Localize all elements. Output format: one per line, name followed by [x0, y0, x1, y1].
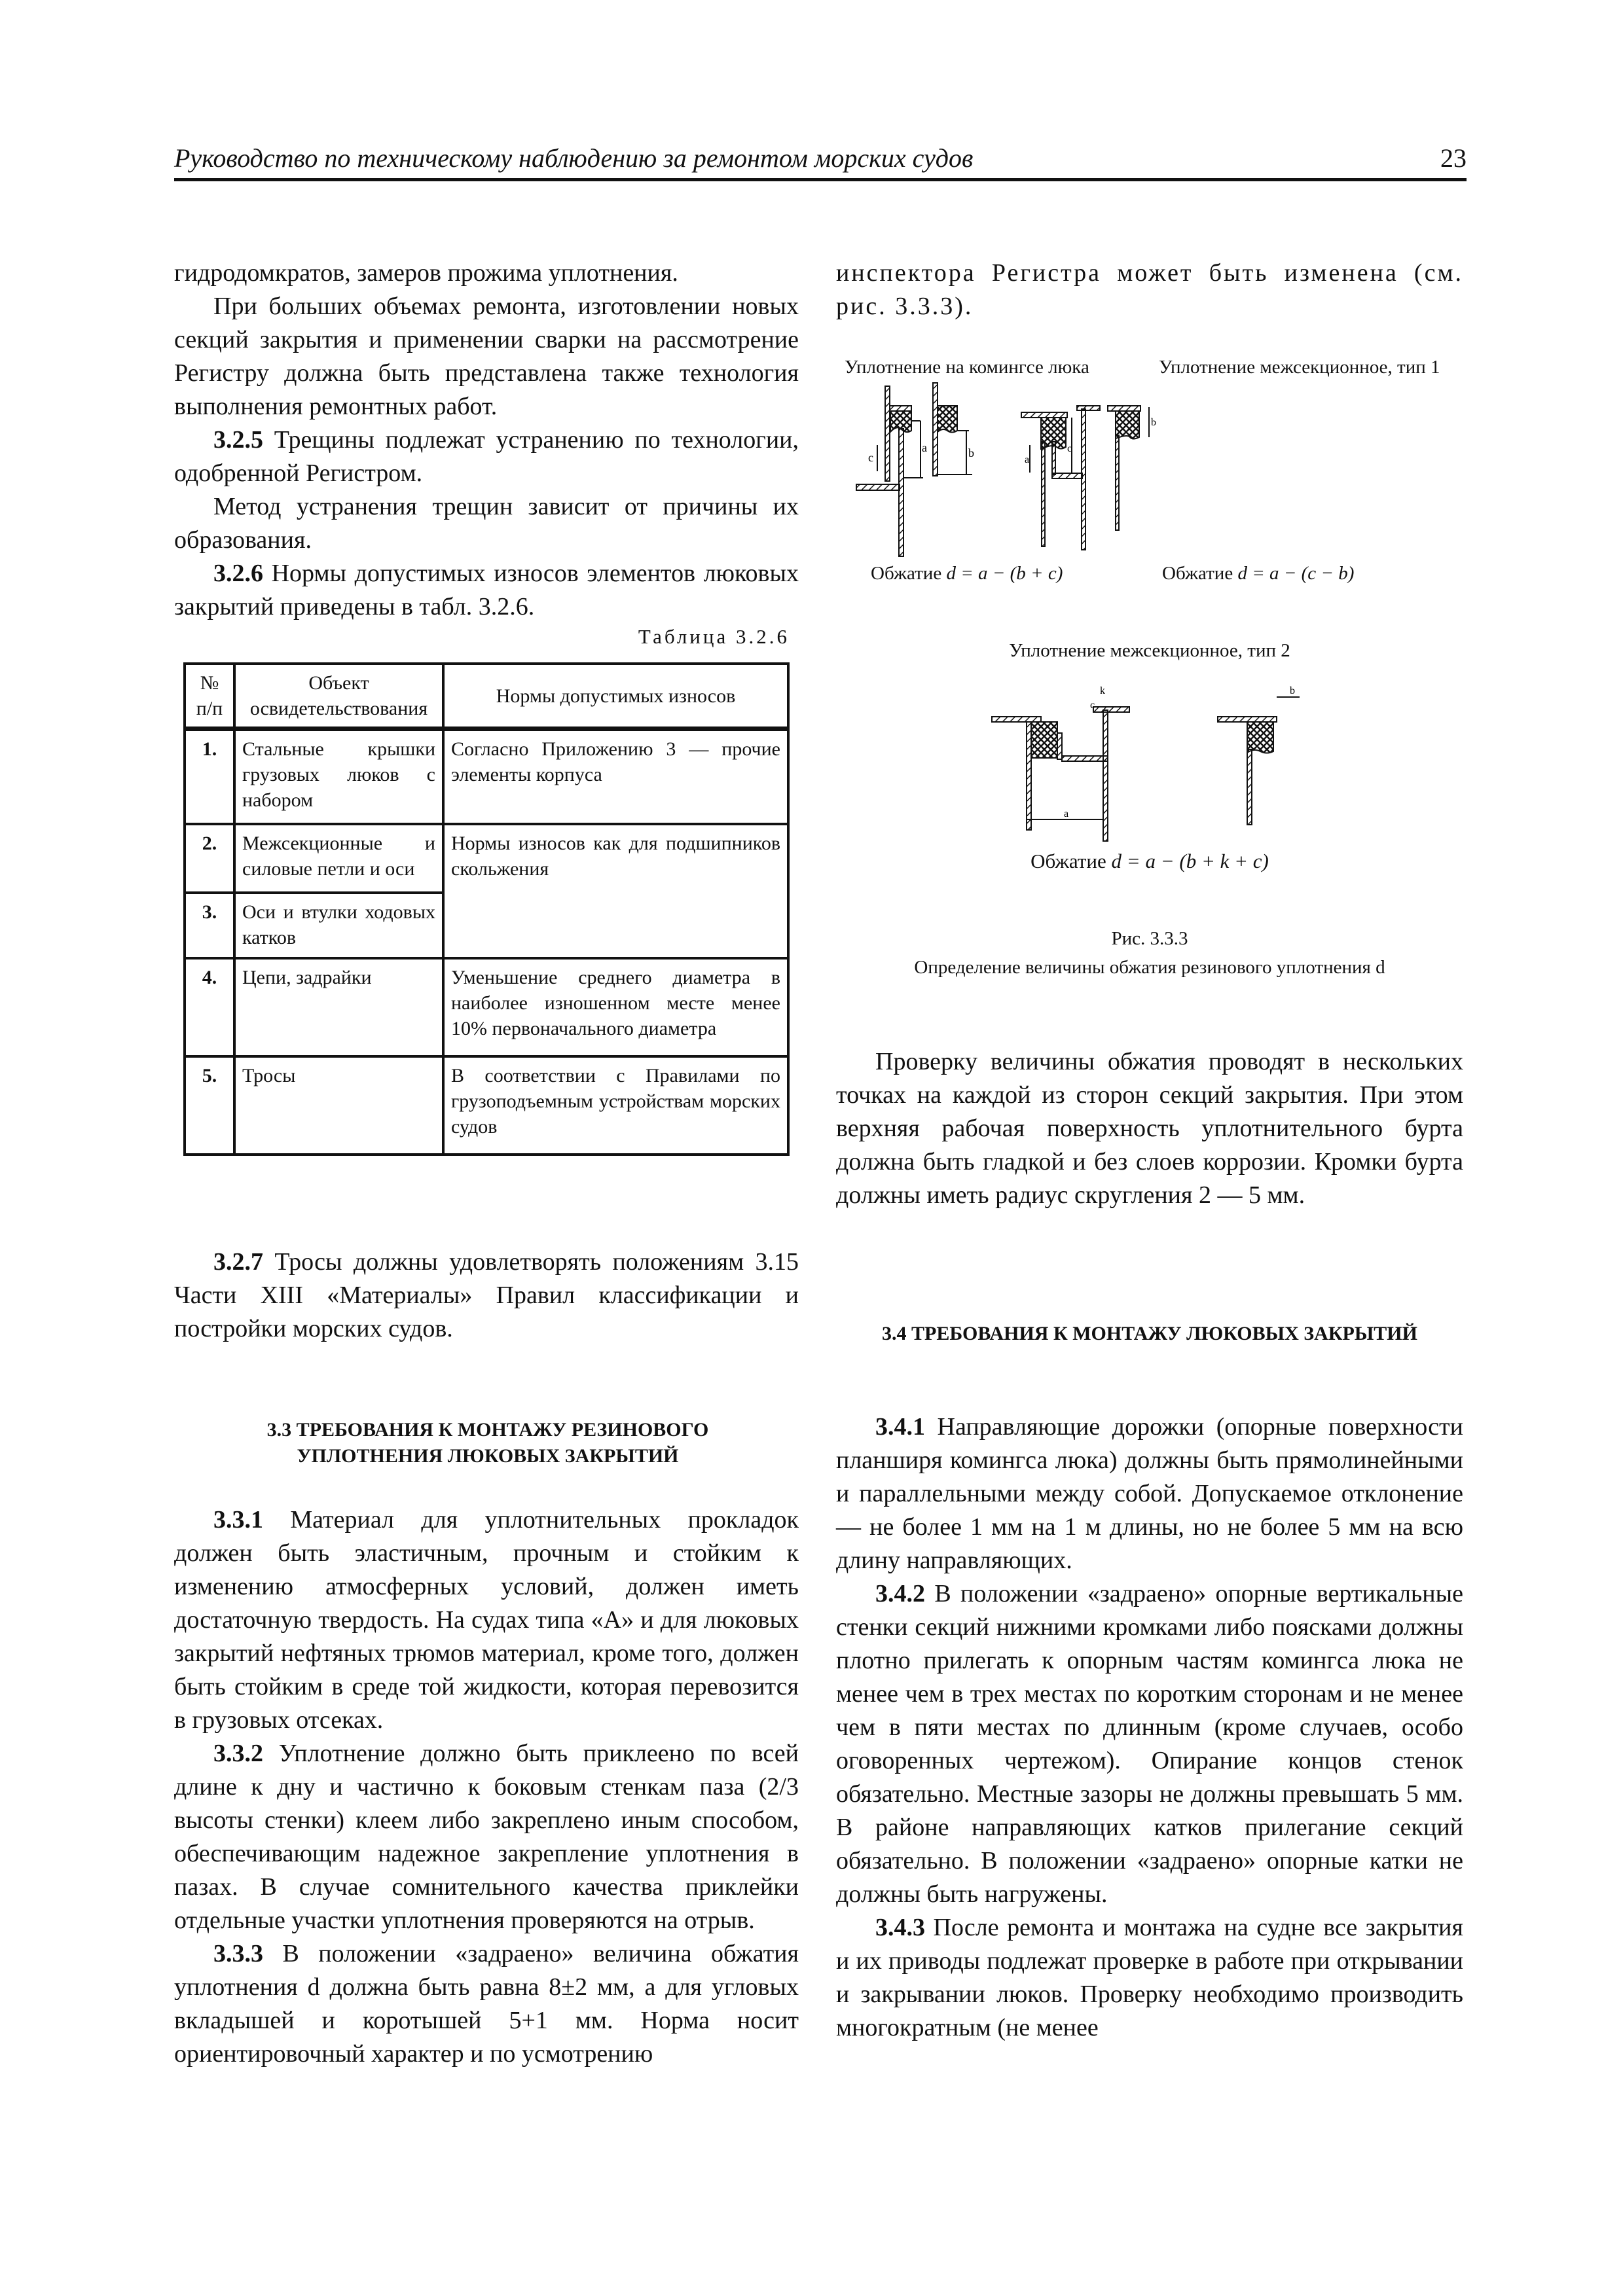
- running-header-title: Руководство по техническому наблюдению за ремонтом морских судов: [174, 143, 974, 173]
- table-row: [185, 729, 788, 824]
- right-bottom-text: [836, 1410, 1463, 2045]
- paragraph-text: Уплотнение должно быть приклеено по всей длине к дну и частично к боковым стенкам паза (2/3 высоты стенки) клеем либо закреплено иным способом, обеспечивающим надежное закрепление уплотнения в пазах. В случае сомнительного качества приклейки отдельные участки уплотнения проверяются на отрыв.: [174, 1740, 799, 1934]
- section-heading-3-4: 3.4 ТРЕБОВАНИЯ К МОНТАЖУ ЛЮКОВЫХ ЗАКРЫТИЙ: [882, 1323, 1417, 1344]
- dim-b: b: [1151, 417, 1156, 428]
- dim-k: k: [1100, 685, 1105, 696]
- row-object: Цепи, задрайки: [234, 958, 443, 1056]
- formula-intersection-2: [836, 850, 1463, 873]
- paragraph-text: Проверку величины обжатия проводят в нескольких точках на каждой из сторон секций закрытия. При этом верхняя рабочая поверхность уплотнительного бурта должна быть гладкой и без слоев коррозии. Кромки бурта должны иметь радиус скругления 2 — 5 мм.: [836, 1048, 1463, 1209]
- row-object: Оси и втулки ходовых катков: [234, 893, 443, 958]
- paragraph-text: Материал для уплотнительных прокладок должен быть эластичным, прочным и стойким к изменению атмосферных условий, должен иметь достаточную твердость. На судах типа «А» и для люковых закрытий нефтяных трюмов материал, кроме того, должен быть стойким в среде той жидкости, которая перевозится в грузовых отсеках.: [174, 1506, 799, 1734]
- paragraph-3-2-6: [174, 557, 799, 624]
- formula-prefix: Обжатие: [1030, 850, 1112, 872]
- clause-number: 3.2.7: [213, 1248, 263, 1276]
- clause-number: 3.4.1: [875, 1413, 925, 1441]
- paragraph-3-4-1: [836, 1410, 1463, 1577]
- table-header-row: [185, 664, 788, 729]
- paragraph-text: После ремонта и монтажа на судне все закрытия и их приводы подлежат проверке в работе при открывании и закрывании люков. Проверку необходимо производить многократным (не менее: [836, 1914, 1463, 2041]
- figure-number: Рис. 3.3.3: [1111, 928, 1188, 949]
- row-object: Межсекционные и силовые петли и оси: [234, 824, 443, 893]
- row-number: 2.: [185, 824, 234, 893]
- table-row: [185, 824, 788, 893]
- clause-number: 3.3.3: [213, 1940, 263, 1967]
- formula-expression: d = a − (b + c): [946, 563, 1063, 584]
- paragraph: [174, 257, 799, 290]
- row-norm: В соответствии с Правилами по грузоподъемным устройствам морских судов: [443, 1056, 788, 1155]
- header-rule: [174, 178, 1467, 181]
- paragraph-text: При больших объемах ремонта, изготовлении новых секций закрытия и применении сварки на рассмотрение Регистру должна быть представлена также технология выполнения ремонтных работ.: [174, 293, 799, 420]
- table-caption: Таблица 3.2.6: [638, 625, 790, 648]
- dim-a: a: [922, 441, 927, 454]
- intersection-type1-diagram: [1021, 406, 1156, 550]
- figure-label-intersection-1: Уплотнение межсекционное, тип 1: [1159, 357, 1440, 378]
- formula-prefix: Обжатие: [871, 563, 947, 584]
- intersection-type2-diagram: [982, 668, 1322, 844]
- table-row: [185, 958, 788, 1056]
- left-top-text: [174, 257, 799, 624]
- row-object: Стальные крышки грузовых люков с набором: [234, 729, 443, 824]
- clause-number: 3.4.2: [875, 1580, 925, 1607]
- wear-norms-table: [183, 662, 790, 1156]
- paragraph-text: гидродомкратов, замеров прожима уплотнения.: [174, 259, 678, 287]
- row-number: 1.: [185, 729, 234, 824]
- paragraph: [174, 290, 799, 423]
- formula-expression: d = a − (c − b): [1237, 563, 1355, 584]
- dim-a: a: [1064, 808, 1069, 819]
- clause-number: 3.4.3: [875, 1914, 925, 1941]
- dim-b: b: [968, 446, 974, 459]
- row-number: 4.: [185, 958, 234, 1056]
- figure-label-coaming: Уплотнение на комингсе люка: [845, 357, 1089, 378]
- paragraph-text: В положении «задраено» опорные вертикальные стенки секций нижними кромками либо поясками должны плотно прилегать к опорным частям комингса люка не менее чем в трех местах по коротким сторонам и не менее чем в пяти местах по длинным (кроме случаев, особо оговоренных чертежом). Опирание концов стенок обязательно. Местные зазоры не должны превышать 5 мм. В районе направляющих катков прилегание секций обязательно. В положении «задраено» опорные катки не должны быть нагружены.: [836, 1580, 1463, 1908]
- dim-c: c: [868, 451, 873, 464]
- page-number: 23: [1440, 143, 1467, 173]
- paragraph-text: Трещины подлежат устранению по технологии, одобренной Регистром.: [174, 426, 799, 487]
- paragraph-text: Метод устранения трещин зависит от причины их образования.: [174, 493, 799, 554]
- col-header-norms: Нормы допустимых износов: [443, 664, 788, 729]
- clause-number: 3.3.1: [213, 1506, 263, 1534]
- paragraph: [174, 490, 799, 557]
- paragraph-3-2-7: [174, 1246, 799, 1346]
- paragraph-text: инспектора Регистра может быть изменена (см. рис. 3.3.3).: [836, 259, 1463, 320]
- col-header-number: № п/п: [185, 664, 234, 729]
- formula-expression: d = a − (b + k + c): [1111, 850, 1269, 872]
- dim-c: c: [1067, 443, 1072, 454]
- dim-c: c: [1090, 700, 1095, 711]
- row-number: 5.: [185, 1056, 234, 1155]
- coaming-seal-diagram: [856, 383, 974, 556]
- seal-diagrams-top: [838, 380, 1467, 563]
- paragraph-3-2-5: [174, 423, 799, 490]
- paragraph-3-3-1: [174, 1503, 799, 1737]
- paragraph-text: Тросы должны удовлетворять положениям 3.15 Части XIII «Материалы» Правил классификации и постройки морских судов.: [174, 1248, 799, 1342]
- paragraph-text: В положении «задраено» величина обжатия уплотнения d должна быть равна 8±2 мм, а для угловых вкладышей и коротышей 5+1 мм. Норма носит ориентировочный характер и по усмотрению: [174, 1940, 799, 2068]
- clause-number: 3.2.5: [213, 426, 263, 454]
- right-mid-text: [836, 1045, 1463, 1212]
- paragraph-3-3-2: [174, 1737, 799, 1937]
- paragraph-3-3-3: [174, 1937, 799, 2071]
- formula-prefix: Обжатие: [1162, 563, 1238, 584]
- table-row: [185, 1056, 788, 1155]
- row-object: Тросы: [234, 1056, 443, 1155]
- paragraph-3-4-3: [836, 1911, 1463, 2045]
- clause-number: 3.3.2: [213, 1740, 263, 1767]
- paragraph-text: Нормы допустимых износов элементов люковых закрытий приведены в табл. 3.2.6.: [174, 560, 799, 620]
- row-number: 3.: [185, 893, 234, 958]
- right-top-text: [836, 257, 1463, 323]
- col-header-object: Объект освидетельствования: [234, 664, 443, 729]
- dim-a: a: [1025, 454, 1030, 465]
- paragraph-text: Направляющие дорожки (опорные поверхности планширя комингса люка) должны быть прямолинейными и параллельными между собой. Допускаемое отклонение — не более 1 мм на 1 м длины, но не более 5 мм на всю длину направляющих.: [836, 1413, 1463, 1574]
- left-bottom-text: [174, 1503, 799, 2071]
- clause-number: 3.2.6: [213, 560, 263, 587]
- formula-intersection-1: [1162, 563, 1354, 584]
- formula-coaming: [871, 563, 1063, 584]
- figure-caption: Определение величины обжатия резинового уплотнения d: [914, 957, 1385, 978]
- row-norm: Нормы износов как для подшипников скольжения: [443, 824, 788, 958]
- section-heading-3-3: 3.3 ТРЕБОВАНИЯ К МОНТАЖУ РЕЗИНОВОГО УПЛОТНЕНИЯ ЛЮКОВЫХ ЗАКРЫТИЙ: [266, 1419, 709, 1467]
- dim-b: b: [1290, 685, 1295, 696]
- row-norm: Уменьшение среднего диаметра в наиболее изношенном месте менее 10% первоначального диаметра: [443, 958, 788, 1056]
- paragraph-3-4-2: [836, 1577, 1463, 1911]
- row-norm: Согласно Приложению 3 — прочие элементы корпуса: [443, 729, 788, 824]
- figure-label-intersection-2: Уплотнение межсекционное, тип 2: [1009, 640, 1290, 661]
